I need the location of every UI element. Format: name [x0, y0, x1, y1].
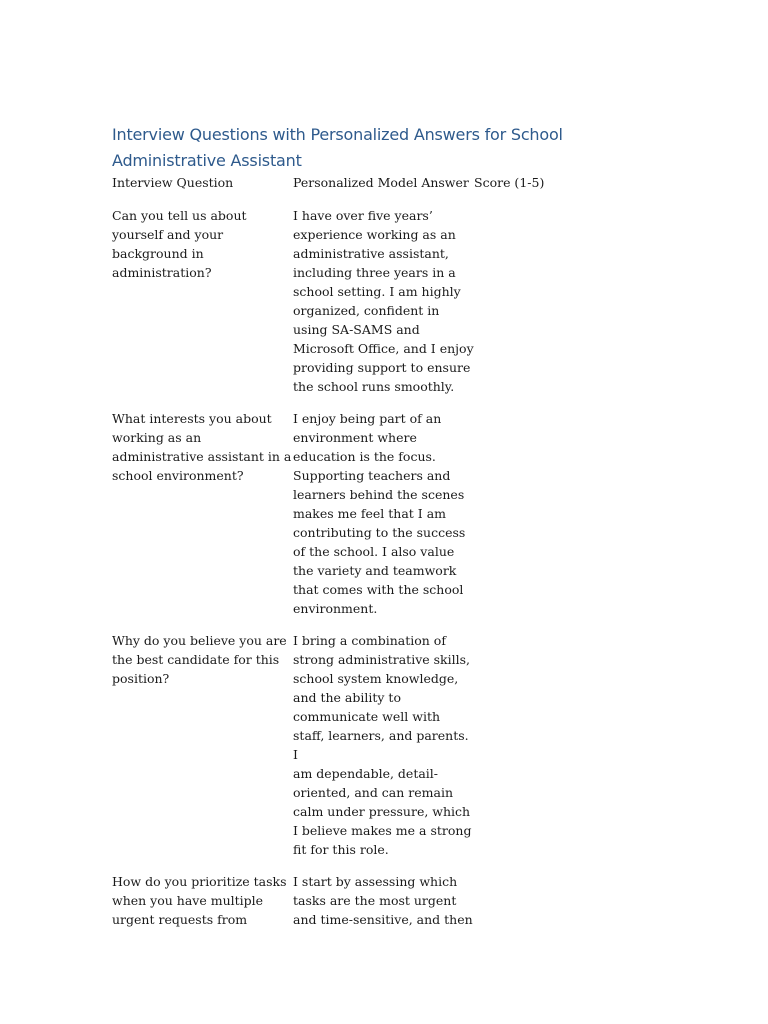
question-cell: Can you tell us about yourself and your background in administration?: [112, 208, 247, 280]
table-row: [112, 872, 572, 929]
question-cell: How do you prioritize tasks when you have multiple urgent requests from: [112, 874, 287, 927]
question-cell: What interests you about working as an administrative assistant in a school environment?: [112, 411, 292, 483]
table-row: [112, 409, 572, 618]
table-row: [112, 206, 572, 396]
answer-cell: I have over five years’ experience working as an administrative assistant, including three years in a school setting. I am highly organized, confident in using SA-SAMS and Microsoft Office, and I enjoy providing support to ensure the school runs smoothly.: [293, 208, 474, 394]
answer-cell: I bring a combination of strong administrative skills, school system knowledge, and the ability to communicate well with staff, learners, and parents. I am dependable, detail- oriented, and can remain calm under pressure, which I believe makes me a strong fit for this role.: [293, 633, 472, 857]
header-model-answer: Personalized Model Answer: [293, 175, 469, 190]
table-row: [112, 631, 572, 859]
answer-cell: I start by assessing which tasks are the most urgent and time-sensitive, and then: [293, 874, 473, 927]
header-interview-question: Interview Question: [112, 175, 234, 190]
document-title: Interview Questions with Personalized Answers for School Administrative Assistant: [112, 125, 563, 170]
header-score: Score (1-5): [474, 175, 545, 190]
table-header-row: [112, 173, 572, 192]
question-cell: Why do you believe you are the best candidate for this position?: [112, 633, 287, 686]
answer-cell: I enjoy being part of an environment where education is the focus. Supporting teachers and learners behind the scenes makes me feel that I am contributing to the success of the school. I also value the variety and teamwork that comes with the school environment.: [293, 411, 466, 616]
interview-table: [112, 173, 572, 942]
